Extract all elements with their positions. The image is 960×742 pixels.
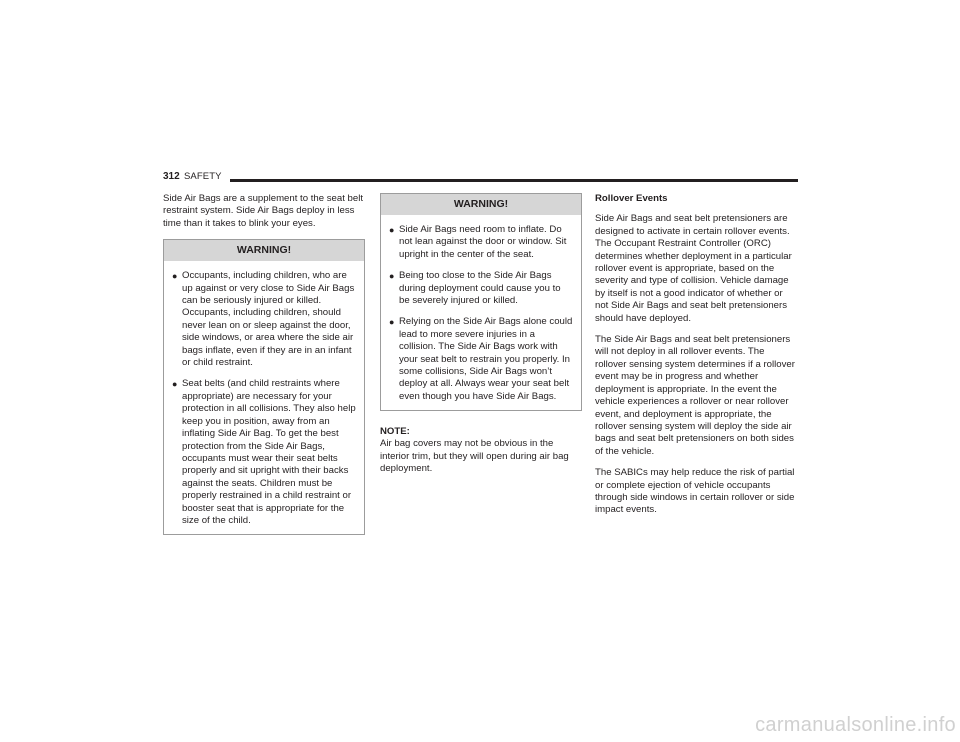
warning-bullet — [389, 270, 573, 307]
warning-bullet — [172, 378, 356, 527]
bullet-icon: ● — [389, 271, 395, 282]
bullet-icon: ● — [389, 225, 395, 235]
column-left — [163, 193, 365, 535]
warning-body — [381, 215, 581, 410]
warning-bullet — [389, 316, 573, 403]
bullet-icon: ● — [172, 379, 178, 390]
page-number: 312 — [163, 171, 180, 182]
note-label: NOTE: — [380, 426, 410, 438]
warning-body — [164, 261, 364, 534]
warning-title: WARNING! — [164, 240, 364, 261]
bullet-icon: ● — [389, 317, 395, 328]
bullet-icon: ● — [172, 271, 178, 282]
warning-bullet — [172, 270, 356, 369]
section-heading: Rollover Events — [595, 193, 668, 204]
bullet-text: Relying on the Side Air Bags alone could lead to more severe injuries in a collision. The Side Air Bags work with your seat belt to restrain you properly. In some collisions, Side Air Bags won’t deploy at all. Always wear your seat belt even though you have Side Air Bags. — [399, 316, 573, 402]
watermark-link[interactable]: carmanualsonline.info — [755, 714, 956, 736]
column-right — [595, 193, 797, 526]
body-paragraph: The SABICs may help reduce the risk of partial or complete ejection of vehicle occupants through side windows in certain rollover or side impact events. — [595, 467, 795, 516]
body-paragraph: Side Air Bags and seat belt pretensioners are designed to activate in certain rollover events. The Occupant Restraint Controller (ORC) determines whether deployment in a particular rollover event is appropriate, based on the severity and type of collision. Vehicle damage by itself is not a good indicator of whether or not Side Air Bags and seat belt pretensioners should have deployed. — [595, 213, 792, 324]
warning-box-1 — [163, 239, 365, 535]
bullet-text: Occupants, including children, who are up against or very close to Side Air Bags can be seriously injured or killed. Occupants, including children, should never lean on or sleep against the door, side windows, or area where the side air bags inflate, even if they are in an infant or child restraint. — [182, 270, 355, 369]
bullet-text: Side Air Bags need room to inflate. Do not lean against the door or window. Sit upright in the center of the seat. — [399, 224, 567, 260]
column-middle — [380, 193, 582, 485]
warning-bullet — [389, 224, 573, 261]
header-rule — [230, 179, 798, 182]
warning-box-2 — [380, 193, 582, 411]
body-paragraph: The Side Air Bags and seat belt pretensioners will not deploy in all rollover events. The rollover sensing system determines if a rollover event may be in progress and whether deployment is appropriate. In the event the vehicle experiences a rollover or near rollover event, and deployment is appropriate, the rollover sensing system will deploy the side air bags and seat belt pretensioners on both sides of the vehicle. — [595, 334, 795, 457]
intro-paragraph: Side Air Bags are a supplement to the seat belt restraint system. Side Air Bags deploy in less time than it takes to blink your eyes. — [163, 193, 363, 229]
page-header — [163, 171, 799, 185]
bullet-text: Seat belts (and child restraints where appropriate) are necessary for your protection in all collisions. They also help keep you in position, away from an inflating Side Air Bag. To get the best protection from the Side Air Bags, occupants must wear their seat belts properly and sit upright with their backs against the seats. Children must be properly restrained in a child restraint or booster seat that is appropriate for the size of the child. — [182, 378, 356, 526]
warning-title: WARNING! — [381, 194, 581, 215]
section-title: SAFETY — [184, 171, 222, 182]
bullet-text: Being too close to the Side Air Bags during deployment could cause you to be severely injured or killed. — [399, 270, 561, 307]
note-text: Air bag covers may not be obvious in the interior trim, but they will open during air bag deployment. — [380, 438, 569, 475]
